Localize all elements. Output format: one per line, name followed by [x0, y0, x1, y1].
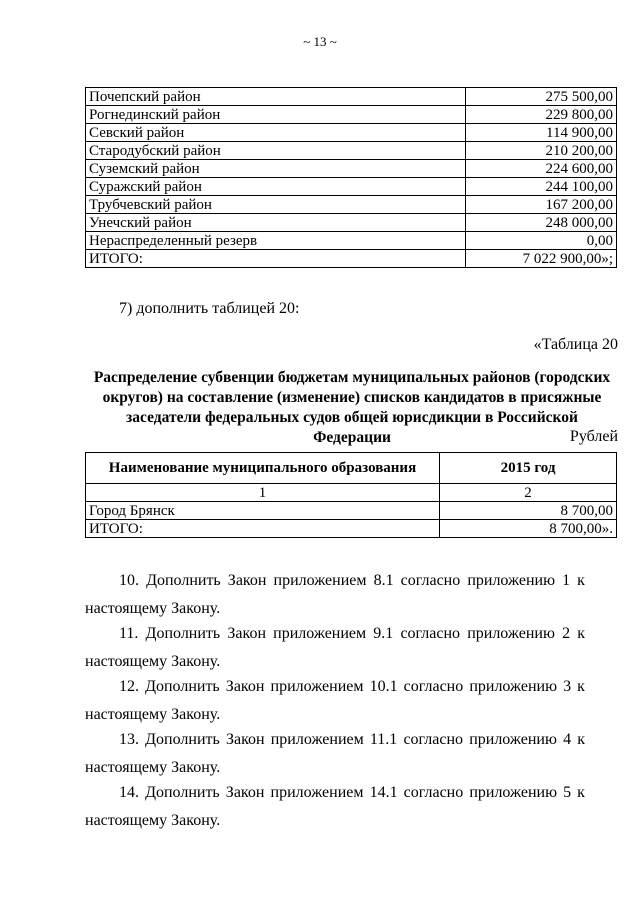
- column-header-name: Наименование муниципального образования: [86, 453, 440, 484]
- word: Дополнить: [145, 784, 220, 801]
- table-row: [86, 232, 617, 250]
- table-row: [86, 106, 617, 124]
- word: 14.1: [369, 784, 398, 801]
- word: Закон: [227, 572, 267, 589]
- column-header-year: 2015 год: [440, 453, 617, 484]
- total-amount: 8 700,00».: [440, 520, 617, 538]
- word: 10.1: [369, 678, 398, 695]
- table-row: [86, 88, 617, 106]
- word: приложению: [467, 572, 556, 589]
- table-row-total: [86, 250, 617, 268]
- word: к: [577, 625, 585, 642]
- amount: 248 000,00: [466, 214, 617, 232]
- word: 3: [563, 678, 572, 695]
- word: согласно: [403, 678, 464, 695]
- table-row: [86, 124, 617, 142]
- district-name: Суземский район: [86, 160, 466, 178]
- word: приложением: [270, 678, 364, 695]
- word: 4: [563, 731, 572, 748]
- amount: 275 500,00: [466, 88, 617, 106]
- word: приложению: [467, 625, 555, 642]
- column-index: 1: [86, 484, 440, 502]
- column-index: 2: [440, 484, 617, 502]
- total-amount: 7 022 900,00»;: [466, 250, 617, 268]
- table-row: [86, 502, 617, 520]
- para-continuation: настоящему Закону.: [85, 706, 221, 723]
- table-row: [86, 142, 617, 160]
- table-row: [86, 160, 617, 178]
- paragraph-10: [85, 567, 585, 623]
- total-label: ИТОГО:: [86, 250, 466, 268]
- word: Дополнить: [145, 731, 220, 748]
- word: 8.1: [373, 572, 394, 589]
- table-20: [85, 452, 617, 538]
- amount: 224 600,00: [466, 160, 617, 178]
- table-heading: Распределение субвенции бюджетам муниципальных районов (городских округов) на составление (изменение) списков кандидатов в присяжные заседатели федеральных судов общей юрисдикции в Российской Федерации: [93, 369, 611, 446]
- word: согласно: [403, 784, 464, 801]
- para-number: 14.: [119, 784, 139, 801]
- word: Закон: [225, 678, 265, 695]
- district-subsidy-table: [85, 87, 617, 268]
- table-row: [86, 178, 617, 196]
- para-number: 10.: [119, 572, 139, 589]
- word: согласно: [400, 625, 461, 642]
- district-name: Севский район: [86, 124, 466, 142]
- word: приложением: [270, 731, 364, 748]
- word: к: [577, 572, 585, 589]
- word: 9.1: [373, 625, 394, 642]
- paragraph-14: [85, 779, 585, 835]
- para-number: 13.: [119, 731, 139, 748]
- amount: 8 700,00: [440, 502, 617, 520]
- table-header-row: [86, 453, 617, 484]
- word: к: [577, 731, 585, 748]
- para-number: 12.: [119, 678, 139, 695]
- word: согласно: [403, 731, 464, 748]
- district-name: Рогнединский район: [86, 106, 466, 124]
- para-number: 11.: [119, 625, 139, 642]
- word: приложению: [469, 678, 558, 695]
- paragraph-12: [85, 673, 585, 729]
- word: 5: [563, 784, 572, 801]
- para-continuation: настоящему Закону.: [85, 759, 221, 776]
- district-name: Стародубский район: [86, 142, 466, 160]
- word: к: [577, 784, 585, 801]
- word: приложению: [469, 784, 558, 801]
- district-name: Нераспределенный резерв: [86, 232, 466, 250]
- intro-text: 7) дополнить таблицей 20:: [119, 300, 300, 317]
- word: Закон: [225, 784, 265, 801]
- amount: 244 100,00: [466, 178, 617, 196]
- total-label: ИТОГО:: [86, 520, 440, 538]
- table-number: «Таблица 20: [533, 336, 618, 353]
- word: приложению: [469, 731, 557, 748]
- table-row: [86, 196, 617, 214]
- district-name: Суражский район: [86, 178, 466, 196]
- word: к: [577, 678, 585, 695]
- district-name: Унечский район: [86, 214, 466, 232]
- district-name: Почепский район: [86, 88, 466, 106]
- word: приложением: [270, 784, 364, 801]
- word: 2: [562, 625, 571, 642]
- word: приложением: [273, 572, 367, 589]
- table-index-row: [86, 484, 617, 502]
- word: Дополнить: [145, 625, 221, 642]
- paragraph-11: [85, 620, 585, 676]
- word: Дополнить: [146, 572, 221, 589]
- amount: 210 200,00: [466, 142, 617, 160]
- word: 11.1: [369, 731, 398, 748]
- unit-label: Рублей: [569, 428, 618, 445]
- amount: 114 900,00: [466, 124, 617, 142]
- amount: 0,00: [466, 232, 617, 250]
- amount: 229 800,00: [466, 106, 617, 124]
- district-name: Трубчевский район: [86, 196, 466, 214]
- word: Дополнить: [145, 678, 220, 695]
- word: 1: [562, 572, 571, 589]
- para-continuation: настоящему Закону.: [85, 812, 221, 829]
- word: Закон: [225, 731, 265, 748]
- para-continuation: настоящему Закону.: [85, 653, 221, 670]
- table-row: [86, 214, 617, 232]
- amount: 167 200,00: [466, 196, 617, 214]
- municipality-name: Город Брянск: [86, 502, 440, 520]
- paragraph-13: [85, 726, 585, 782]
- page-number: ~ 13 ~: [303, 34, 337, 49]
- word: приложением: [273, 625, 367, 642]
- word: согласно: [400, 572, 461, 589]
- para-continuation: настоящему Закону.: [85, 600, 221, 617]
- table-row-total: [86, 520, 617, 538]
- word: Закон: [227, 625, 266, 642]
